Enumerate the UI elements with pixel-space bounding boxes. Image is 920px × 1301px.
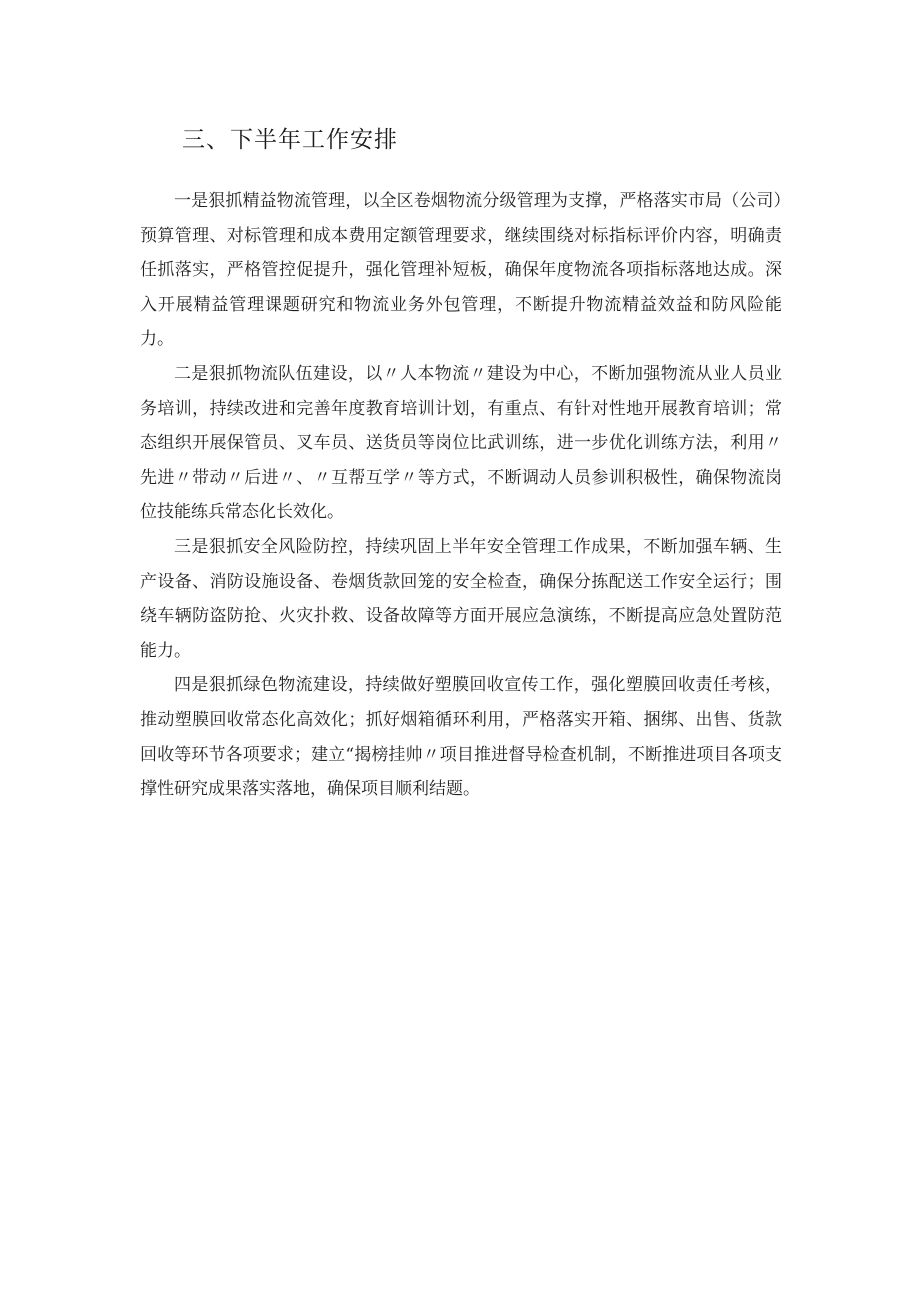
paragraph-logistics-management: 一是狠抓精益物流管理，以全区卷烟物流分级管理为支撑，严格落实市局（公司）预算管理、对标管理和成本费用定额管理要求，继续围绕对标指标评价内容，明确责任抓落实，严格管控促提升，强化管理补短板，确保年度物流各项指标落地达成。深入开展精益管理课题研究和物流业务外包管理，不断提升物流精益效益和防风险能力。	[140, 191, 782, 350]
paragraph-safety-risk: 三是狠抓安全风险防控，持续巩固上半年安全管理工作成果，不断加强车辆、生产设备、消防设施设备、卷烟货款回笼的安全检查，确保分拣配送工作安全运行；围绕车辆防盗防抢、火灾扑救、设备故障等方面开展应急演练，不断提高应急处置防范能力。	[140, 536, 782, 661]
section-body	[140, 184, 782, 807]
paragraph-green-logistics: 四是狠抓绿色物流建设，持续做好塑膜回收宣传工作，强化塑膜回收责任考核，推动塑膜回收常态化高效化；抓好烟箱循环利用，严格落实开箱、捆绑、出售、货款回收等环节各项要求；建立“揭榜挂帅〃项目推进督导检查机制，不断推进项目各项支撑性研究成果落实落地，确保项目顺利结题。	[140, 675, 782, 800]
section-heading: 三、下半年工作安排	[182, 127, 398, 153]
paragraph-team-building: 二是狠抓物流队伍建设，以〃人本物流〃建设为中心，不断加强物流从业人员业务培训，持续改进和完善年度教育培训计划，有重点、有针对性地开展教育培训；常态组织开展保管员、叉车员、送货员等岗位比武训练，进一步优化训练方法，利用〃先进〃带动〃后进〃、〃互帮互学〃等方式，不断调动人员参训积极性，确保物流岗位技能练兵常态化长效化。	[140, 363, 782, 523]
